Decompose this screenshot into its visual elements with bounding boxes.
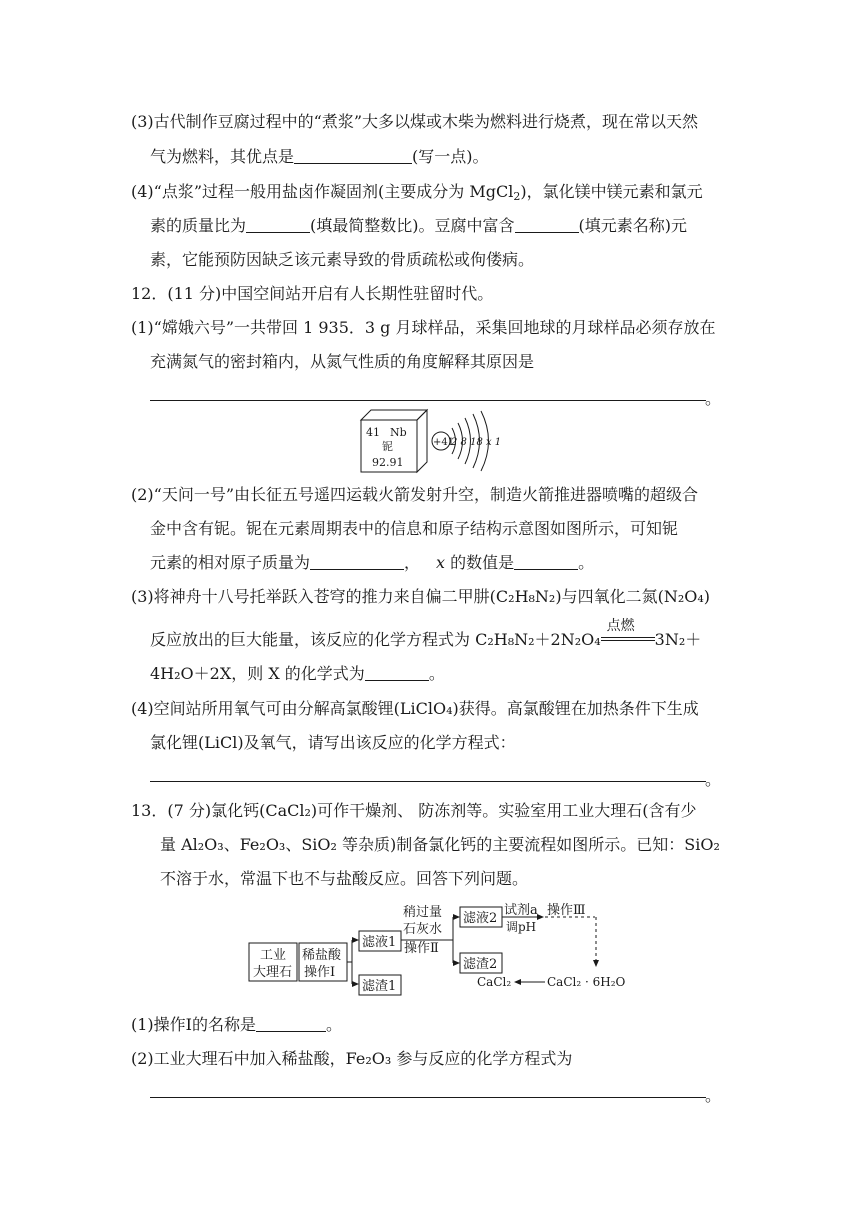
- svg-text:石灰水: 石灰水: [403, 922, 443, 937]
- q13-heading-line1: 13．(7 分)氯化钙(CaCl₂)可作干燥剂、 防冻剂等。实验室用工业大理石(含有少: [131, 801, 697, 820]
- q12-part2-line2: 金中含有铌。铌在元素周期表中的信息和原子结构示意图如图所示，可知铌: [150, 519, 679, 538]
- svg-text:大理石: 大理石: [253, 965, 293, 980]
- answer-line[interactable]: [150, 400, 706, 401]
- q12-part4-line2: 氯化锂(LiCl)及氧气，请写出该反应的化学方程式：: [150, 733, 516, 752]
- atomic-mass: 92.91: [372, 456, 404, 469]
- q12-part3-line2: 反应放出的巨大能量，该反应的化学方程式为 C₂H₈N₂＋2N₂O₄ 点燃 3N₂＋: [150, 618, 702, 649]
- svg-text:工业: 工业: [260, 948, 287, 963]
- period-mark: 。: [705, 770, 722, 789]
- atomic-number: 41: [366, 426, 380, 439]
- svg-text:试剂a: 试剂a: [504, 903, 538, 918]
- reaction-condition: 点燃: [606, 618, 635, 634]
- process-flowchart: [245, 900, 625, 1000]
- svg-text:滤液1: 滤液1: [362, 935, 397, 950]
- q11-part4-line3: 素，它能预防因缺乏该元素导致的骨质疏松或佝偻病。: [150, 250, 535, 269]
- answer-blank[interactable]: [514, 553, 578, 570]
- answer-blank[interactable]: [256, 1015, 326, 1032]
- q12-part3-line1: (3)将神舟十八号托举跃入苍穹的推力来自偏二甲肼(C₂H₈N₂)与四氧化二氮(N₂O₄): [131, 587, 711, 606]
- svg-text:稀盐酸: 稀盐酸: [302, 948, 342, 963]
- q12-part1-line2: 充满氮气的密封箱内，从氮气性质的角度解释其原因是: [150, 352, 535, 371]
- q12-part2-line1: (2)“天问一号”由长征五号遥四运载火箭发射升空，制造火箭推进器喷嘴的超级合: [131, 485, 699, 504]
- svg-text:CaCl₂: CaCl₂: [477, 975, 512, 989]
- answer-blank[interactable]: [310, 553, 404, 570]
- nucleus-charge: +41: [433, 437, 455, 448]
- q11-part3-line2: 气为燃料，其优点是 (写一点)。: [150, 147, 489, 166]
- element-symbol: Nb: [390, 426, 407, 439]
- period-mark: 。: [705, 1086, 722, 1105]
- q11-part4-line2: 素的质量比为 (填最简整数比)。豆腐中富含 (填元素名称)元: [150, 216, 688, 235]
- element-name: 铌: [382, 440, 393, 453]
- answer-blank[interactable]: [365, 664, 429, 681]
- svg-text:滤渣1: 滤渣1: [362, 979, 397, 994]
- q12-part3-line3: 4H₂O＋2X，则 X 的化学式为 。: [150, 664, 445, 683]
- svg-text:调pH: 调pH: [506, 920, 537, 934]
- answer-line[interactable]: [150, 781, 706, 782]
- svg-text:操作Ⅲ: 操作Ⅲ: [547, 903, 586, 918]
- answer-blank[interactable]: [246, 216, 310, 233]
- q12-part1-line1: (1)“嫦娥六号”一共带回 1 935．3 g 月球样品，采集回地球的月球样品必须存放在: [131, 318, 716, 337]
- q13-heading-line3: 不溶于水，常温下也不与盐酸反应。回答下列问题。: [160, 869, 529, 888]
- svg-text:操作Ⅱ: 操作Ⅱ: [404, 941, 439, 956]
- atom-structure-diagram: [432, 411, 501, 471]
- q13-part1: (1)操作Ⅰ的名称是 。: [131, 1015, 343, 1034]
- svg-text:CaCl₂ · 6H₂O: CaCl₂ · 6H₂O: [547, 975, 625, 989]
- svg-text:稍过量: 稍过量: [403, 905, 443, 920]
- answer-line[interactable]: [150, 1097, 706, 1098]
- q13-part2: (2)工业大理石中加入稀盐酸，Fe₂O₃ 参与反应的化学方程式为: [131, 1049, 573, 1068]
- answer-blank[interactable]: [294, 147, 412, 164]
- q12-part4-line1: (4)空间站所用氧气可由分解高氯酸锂(LiClO₄)获得。高氯酸锂在加热条件下生成: [131, 699, 699, 718]
- q12-heading: 12．(11 分)中国空间站开启有人长期性驻留时代。: [131, 284, 494, 303]
- niobium-figure: [355, 404, 515, 474]
- period-mark: 。: [705, 389, 722, 408]
- q11-part3-line1: (3)古代制作豆腐过程中的“煮浆”大多以煤或木柴为燃料进行烧煮，现在常以天然: [131, 112, 699, 131]
- q12-part2-line3: 元素的相对原子质量为 ， x 的数值是 。: [150, 553, 595, 572]
- answer-blank[interactable]: [515, 216, 579, 233]
- q11-part4-line1: (4)“点浆”过程一般用盐卤作凝固剂(主要成分为 MgCl$_2$)，氯化镁中镁元素和氯元: [131, 182, 703, 203]
- svg-text:滤液2: 滤液2: [463, 911, 498, 926]
- reaction-arrow: [601, 618, 655, 647]
- element-card: [361, 410, 427, 472]
- svg-text:滤渣2: 滤渣2: [463, 957, 498, 972]
- svg-text:操作Ⅰ: 操作Ⅰ: [304, 965, 336, 980]
- q13-heading-line2: 量 Al₂O₃、Fe₂O₃、SiO₂ 等杂质)制备氯化钙的主要流程如图所示。已知：SiO₂: [160, 835, 720, 854]
- electron-shells: 2 8 18 x 1: [451, 437, 502, 448]
